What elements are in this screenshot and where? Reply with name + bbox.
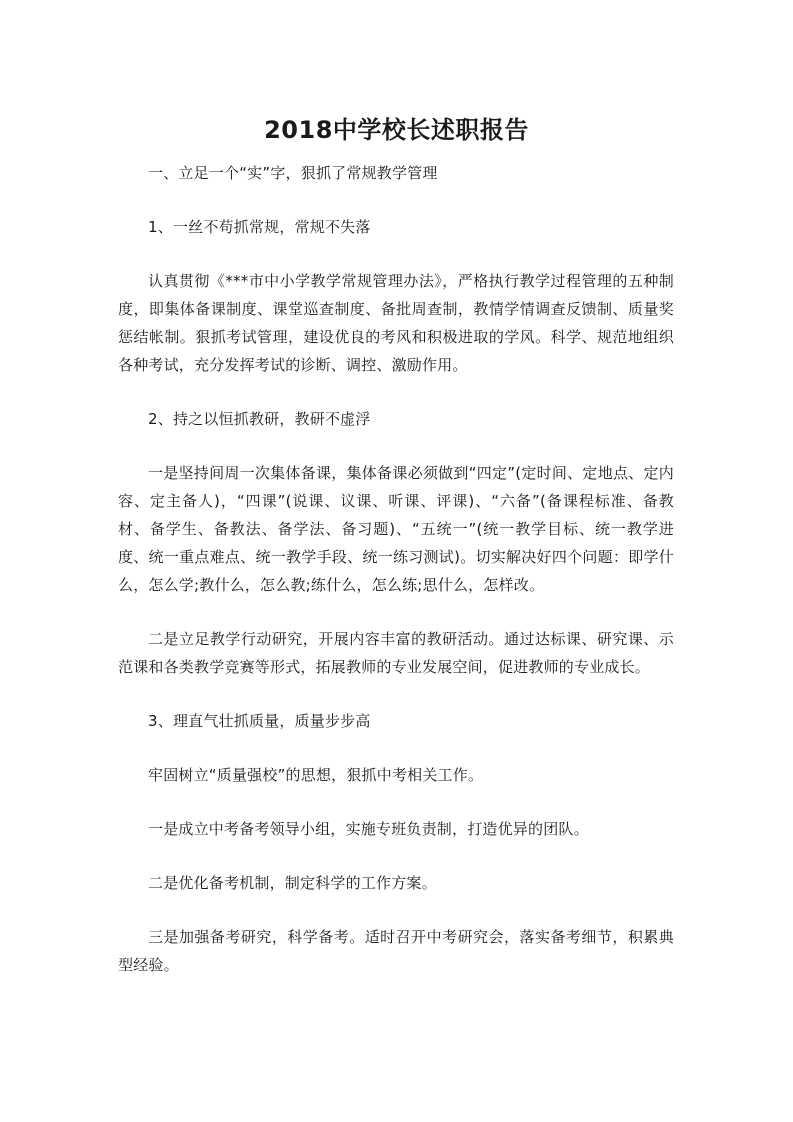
body-paragraph: 二是立足教学行动研究，开展内容丰富的教研活动。通过达标课、研究课、示范课和各类教学竞赛等形式，拓展教师的专业发展空间，促进教师的专业成长。 bbox=[118, 630, 674, 676]
subsection-heading-2: 2、持之以恒抓教研，教研不虚浮 bbox=[148, 410, 371, 428]
body-paragraph: 认真贯彻《***市中小学教学常规管理办法》，严格执行教学过程管理的五种制度，即集体备课制度、课堂巡查制度、备批周查制，教情学情调查反馈制、质量奖惩结帐制。狠抓考试管理，建设优良的考风和积极进取的学风。科学、规范地组织各种考试，充分发挥考试的诊断、调控、激励作用。 bbox=[118, 272, 674, 374]
body-paragraph: 二是优化备考机制，制定科学的工作方案。 bbox=[148, 874, 437, 892]
body-paragraph: 一是坚持间周一次集体备课，集体备课必须做到“四定”(定时间、定地点、定内容、定主备人)，“四课”(说课、议课、听课、评课)、“六备”(备课程标准、备教材、备学生、备教法、备学法、备习题)、“五统一”(统一教学目标、统一教学进度、统一重点难点、统一教学手段、统一练习测试)。切实解决好四个问题：即学什么，怎么学;教什么，怎么教;练什么，怎么练;思什么，怎样改。 bbox=[118, 464, 674, 594]
body-paragraph: 一是成立中考备考领导小组，实施专班负责制，打造优异的团队。 bbox=[148, 820, 589, 838]
document-body bbox=[118, 159, 674, 979]
document-title: 2018中学校长述职报告 bbox=[264, 116, 529, 144]
section-heading-1: 一、立足一个“实”字，狠抓了常规教学管理 bbox=[148, 164, 438, 182]
subsection-heading-1: 1、一丝不苟抓常规，常规不失落 bbox=[148, 218, 371, 236]
subsection-heading-3: 3、理直气壮抓质量，质量步步高 bbox=[148, 712, 371, 730]
body-paragraph: 三是加强备考研究，科学备考。适时召开中考研究会，落实备考细节，积累典型经验。 bbox=[118, 928, 674, 974]
body-paragraph: 牢固树立“质量强校”的思想，狠抓中考相关工作。 bbox=[148, 766, 484, 784]
